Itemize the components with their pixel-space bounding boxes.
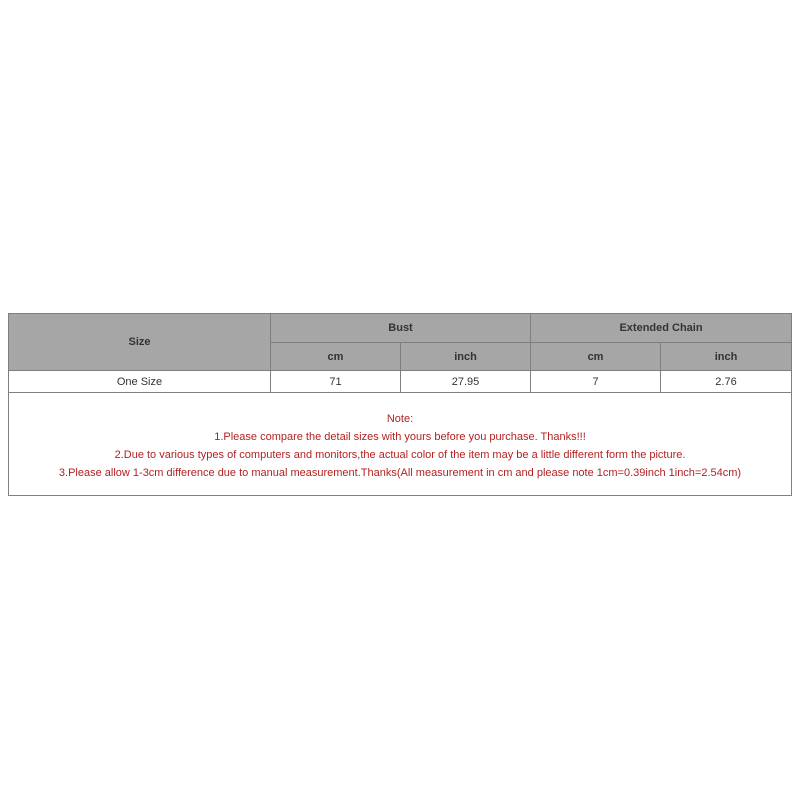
bust-inch-cell: 27.95 <box>401 371 531 393</box>
note-title: Note: <box>386 413 414 425</box>
header-row-groups <box>9 314 792 343</box>
bust-group-header: Bust <box>271 314 531 343</box>
note-line-3: 3.Please allow 1-3cm difference due to manual measurement.Thanks(All measurement in cm and please note 1cm=0.39inch 1inch=2.54cm) <box>58 467 742 479</box>
bust-cm-header: cm <box>271 343 401 371</box>
chain-cm-header: cm <box>531 343 661 371</box>
notes-cell <box>9 393 792 496</box>
size-column-header: Size <box>9 314 271 371</box>
bust-inch-header: inch <box>401 343 531 371</box>
table-row <box>9 371 792 393</box>
size-cell: One Size <box>9 371 271 393</box>
notes-row <box>9 393 792 496</box>
chain-cm-cell: 7 <box>531 371 661 393</box>
note-line-1: 1.Please compare the detail sizes with yours before you purchase. Thanks!!! <box>214 431 586 443</box>
size-chart-table <box>8 313 792 496</box>
bust-cm-cell: 71 <box>271 371 401 393</box>
note-line-2: 2.Due to various types of computers and monitors,the actual color of the item may be a little different form the picture. <box>114 449 686 461</box>
chain-inch-cell: 2.76 <box>661 371 792 393</box>
chain-inch-header: inch <box>661 343 792 371</box>
extended-chain-group-header: Extended Chain <box>531 314 792 343</box>
